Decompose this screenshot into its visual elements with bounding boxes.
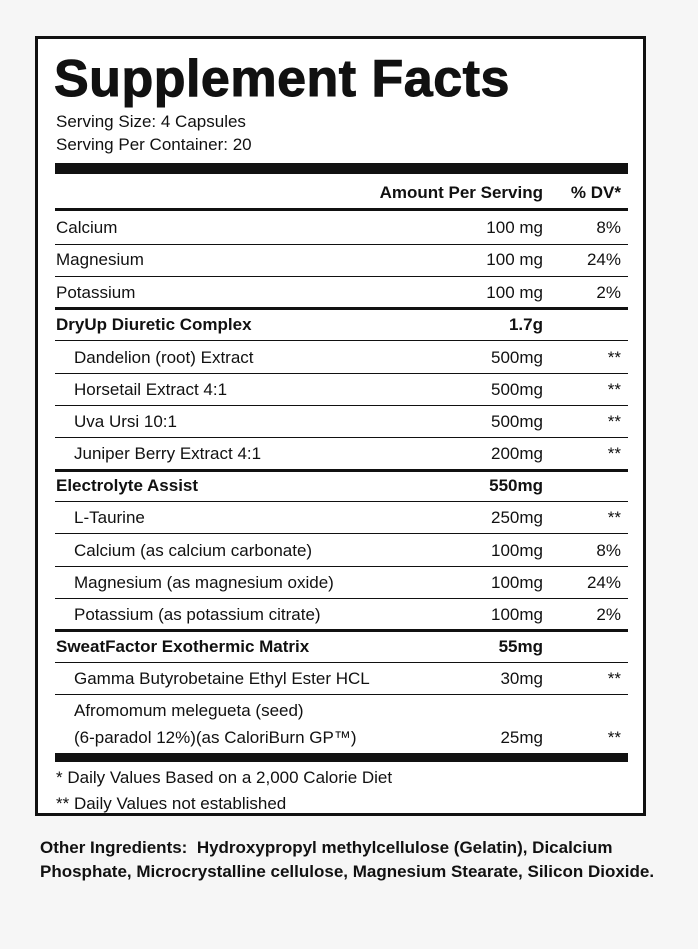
row-name: L-Taurine: [74, 508, 145, 527]
panel-title: Supplement Facts: [54, 50, 510, 108]
row-divider: [55, 405, 628, 406]
row-divider: [55, 244, 628, 245]
row-divider: [55, 598, 628, 599]
row-name: Magnesium: [56, 250, 144, 269]
top-divider: [55, 163, 628, 174]
servings-per-container: Serving Per Container: 20: [56, 135, 252, 154]
row-divider: [55, 694, 628, 695]
row-name-continued: (6-paradol 12%)(as CaloriBurn GP™): [74, 728, 357, 747]
row-amount: 100 mg: [486, 250, 543, 269]
row-amount: 55mg: [498, 637, 543, 656]
row-dv: 24%: [586, 250, 621, 269]
row-name: Afromomum melegueta (seed): [74, 701, 304, 720]
row-amount: 25mg: [500, 728, 543, 747]
row-divider: [55, 373, 628, 374]
row-amount: 550mg: [489, 476, 543, 495]
row-dv: 8%: [596, 218, 621, 237]
row-amount: 200mg: [491, 444, 543, 463]
serving-size: Serving Size: 4 Capsules: [56, 112, 246, 131]
row-dv: 2%: [596, 605, 621, 624]
row-name: Calcium (as calcium carbonate): [74, 541, 313, 560]
header-dv: % DV*: [570, 183, 621, 202]
row-name: Calcium: [56, 218, 118, 237]
row-amount: 500mg: [491, 348, 543, 367]
section-header-electrolyte: Electrolyte Assist: [56, 476, 199, 495]
row-amount: 100mg: [491, 541, 543, 560]
row-amount: 1.7g: [508, 315, 543, 334]
section-divider: [55, 629, 628, 632]
row-dv: **: [607, 348, 621, 367]
other-ingredients-label: Other Ingredients:: [40, 838, 188, 857]
row-amount: 100 mg: [486, 218, 543, 237]
header-divider: [55, 208, 628, 211]
row-dv: 8%: [596, 541, 621, 560]
section-divider: [55, 469, 628, 472]
row-divider: [55, 437, 628, 438]
section-header-dryup: DryUp Diuretic Complex: [56, 315, 252, 334]
row-name: Potassium (as potassium citrate): [74, 605, 321, 624]
row-name: Magnesium (as magnesium oxide): [74, 573, 334, 592]
section-divider: [55, 307, 628, 310]
header-amount: Amount Per Serving: [379, 183, 543, 202]
row-name: Uva Ursi 10:1: [74, 412, 177, 431]
other-ingredients-text: Hydroxypropyl methylcellulose (Gelatin), Dicalcium Phosphate, Microcrystalline cellulose, Magnesium Stearate, Silicon Dioxide.: [40, 838, 655, 881]
row-dv: 2%: [596, 283, 621, 302]
other-ingredients: [40, 836, 680, 884]
row-name: Juniper Berry Extract 4:1: [74, 444, 262, 463]
row-amount: 250mg: [491, 508, 543, 527]
row-divider: [55, 276, 628, 277]
row-name: Horsetail Extract 4:1: [74, 380, 228, 399]
row-dv: **: [607, 728, 621, 747]
section-header-sweatfactor: SweatFactor Exothermic Matrix: [56, 637, 310, 656]
row-amount: 30mg: [500, 669, 543, 688]
row-dv: **: [607, 669, 621, 688]
row-dv: **: [607, 380, 621, 399]
footnote-dv: * Daily Values Based on a 2,000 Calorie Diet: [56, 768, 393, 787]
row-divider: [55, 533, 628, 534]
row-divider: [55, 566, 628, 567]
bottom-divider: [55, 753, 628, 762]
supplement-facts-panel: [35, 36, 646, 816]
row-amount: 500mg: [491, 380, 543, 399]
row-divider: [55, 340, 628, 341]
row-amount: 500mg: [491, 412, 543, 431]
row-name: Potassium: [56, 283, 136, 302]
row-dv: **: [607, 412, 621, 431]
row-amount: 100mg: [491, 605, 543, 624]
row-dv: **: [607, 508, 621, 527]
footnote-not-established: ** Daily Values not established: [56, 794, 287, 813]
row-divider: [55, 662, 628, 663]
row-amount: 100 mg: [486, 283, 543, 302]
row-name: Gamma Butyrobetaine Ethyl Ester HCL: [74, 669, 370, 688]
row-divider: [55, 501, 628, 502]
row-amount: 100mg: [491, 573, 543, 592]
row-name: Dandelion (root) Extract: [74, 348, 254, 367]
row-dv: 24%: [586, 573, 621, 592]
row-dv: **: [607, 444, 621, 463]
